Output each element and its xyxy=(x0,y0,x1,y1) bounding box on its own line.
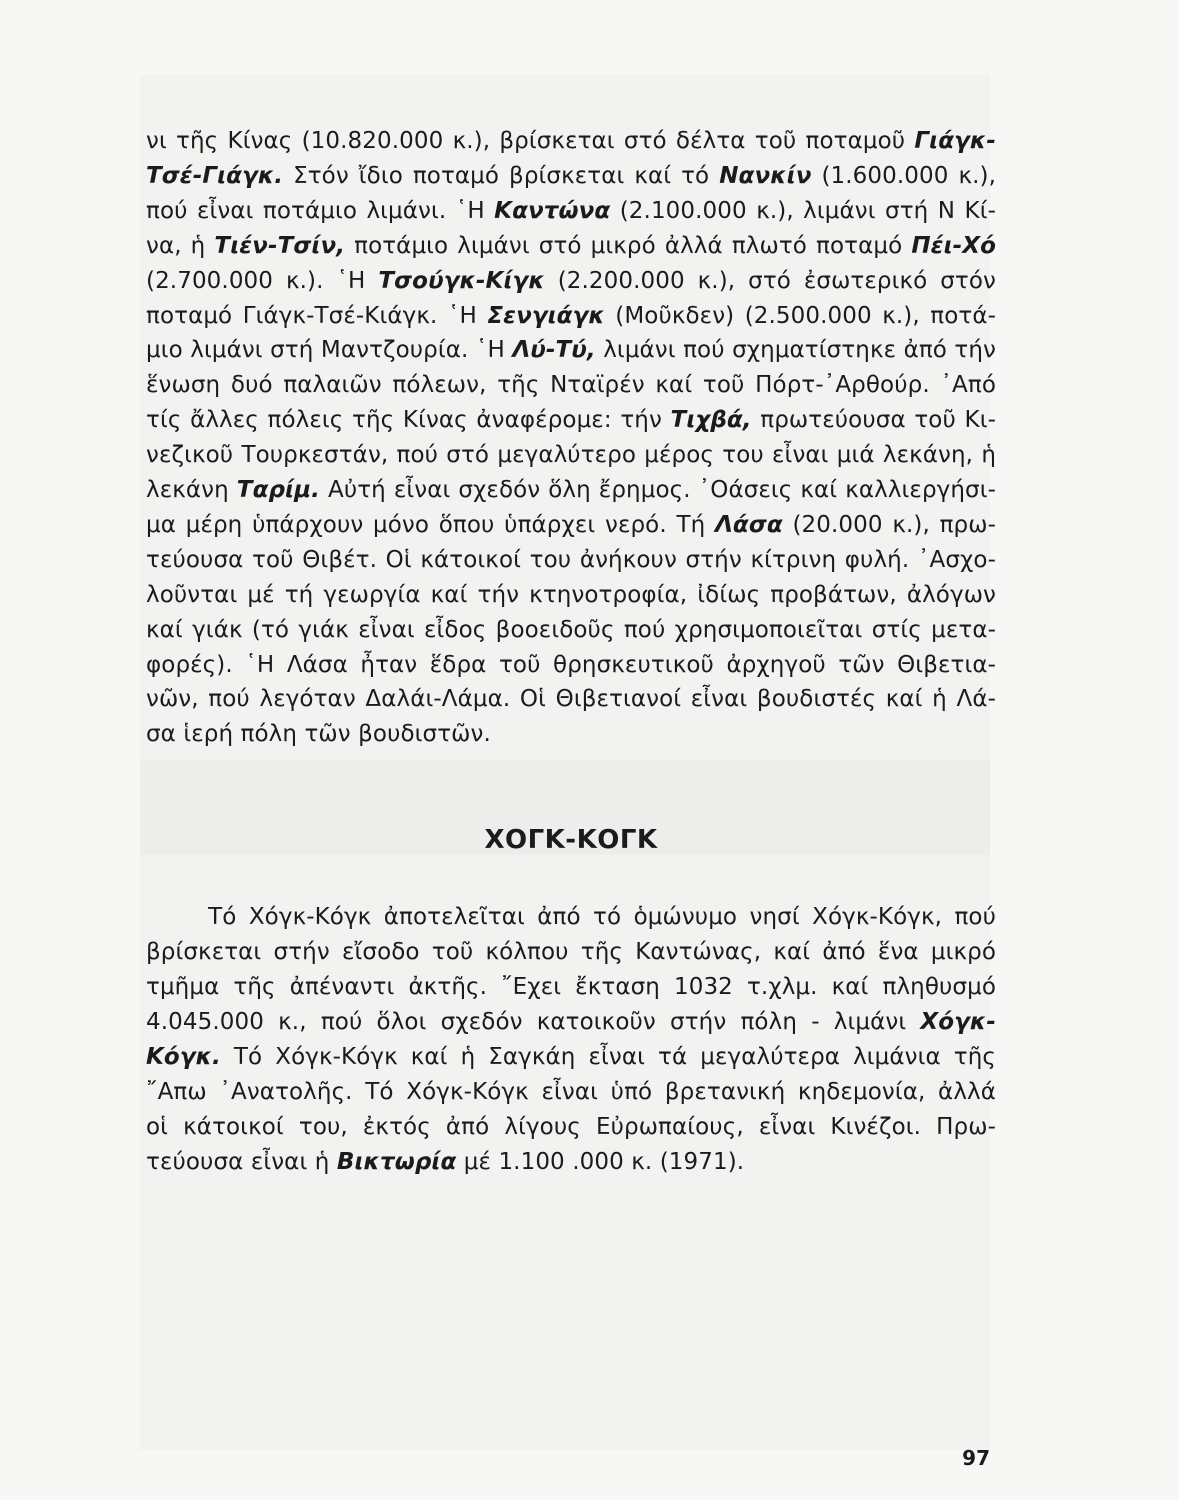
text-line xyxy=(146,650,996,681)
emphasized-place-name: Καντώνα xyxy=(494,197,611,224)
text-line xyxy=(146,510,996,541)
emphasized-place-name: Βικτωρία xyxy=(336,1149,457,1175)
emphasized-place-name: Γιάγκ- xyxy=(914,128,996,154)
text-line xyxy=(146,1147,996,1178)
text-line xyxy=(146,266,996,297)
text-line xyxy=(146,335,996,366)
text-run: μιο λιμάνι στή Μαντζουρία. ῾Η xyxy=(146,337,513,364)
emphasized-place-name: Τιχβά, xyxy=(670,407,752,434)
text-line xyxy=(146,440,996,471)
text-run: καί γιάκ (τό γιάκ εἶναι εἶδος βοοειδοῦς πού χρησιμοποιεῖται στίς μετα- xyxy=(146,616,996,643)
text-line xyxy=(146,1007,996,1038)
text-run: ποταμό Γιάγκ-Τσέ-Κιάγκ. ῾Η xyxy=(146,302,488,329)
text-line xyxy=(146,301,996,332)
text-run: σα ἱερή πόλη τῶν βουδιστῶν. xyxy=(146,721,491,748)
emphasized-place-name: Χόγκ- xyxy=(920,1009,996,1035)
emphasized-place-name: Τσούγκ-Κίγκ xyxy=(378,267,545,294)
text-run: 4.045.000 κ., πού ὅλοι σχεδόν κατοικοῦν στήν πόλη - λιμάνι xyxy=(146,1009,921,1035)
text-run: να, ἡ xyxy=(146,232,215,259)
text-line xyxy=(146,545,996,576)
text-line xyxy=(146,231,996,262)
text-line xyxy=(146,161,996,192)
text-run: μα μέρη ὑπάρχουν μόνο ὅπου ὑπάρχει νερό. Τή xyxy=(146,511,716,538)
text-run: τεύουσα τοῦ Θιβέτ. Οἱ κάτοικοί του ἀνήκουν στήν κίτρινη φυλή. ᾿Ασχο- xyxy=(146,546,996,573)
emphasized-place-name: Λύ-Τύ, xyxy=(512,337,596,364)
text-run: Αὐτή εἶναι σχεδόν ὅλη ἔρημος. ᾿Οάσεις καί καλλιεργήσι- xyxy=(319,477,996,503)
text-run: ποτάμιο λιμάνι στό μικρό ἀλλά πλωτό ποταμό xyxy=(345,232,912,259)
text-line xyxy=(146,972,996,1003)
emphasized-place-name: Λάσα xyxy=(715,511,783,538)
text-run: (1.600.000 κ.), xyxy=(811,162,996,189)
text-line xyxy=(146,580,996,611)
text-run: τίς ἄλλες πόλεις τῆς Κίνας ἀναφέρομε: τήν xyxy=(146,407,671,434)
text-run: μέ 1.100 .000 κ. (1971). xyxy=(456,1149,745,1175)
text-run: Στόν ἴδιο ποταμό βρίσκεται καί τό xyxy=(283,162,720,189)
emphasized-place-name: Ταρίμ. xyxy=(236,477,320,503)
section-heading: ΧΟΓΚ-ΚΟΓΚ xyxy=(484,825,658,855)
text-run: λιμάνι πού σχηματίστηκε ἀπό τήν xyxy=(595,337,996,364)
text-run: τμῆμα τῆς ἀπέναντι ἀκτῆς. ῎Εχει ἔκταση 1032 τ.χλμ. καί πληθυσμό xyxy=(146,974,996,1000)
text-run: πρωτεύουσα τοῦ Κι- xyxy=(751,407,996,434)
text-line xyxy=(146,615,996,646)
text-run: νι τῆς Κίνας (10.820.000 κ.), βρίσκεται στό δέλτα τοῦ ποταμοῦ xyxy=(146,128,915,154)
text-run: πού εἶναι ποτάμιο λιμάνι. ῾Η xyxy=(146,197,495,224)
text-line xyxy=(146,475,996,506)
text-run: (Μοῦκδεν) (2.500.000 κ.), ποτά- xyxy=(604,302,996,329)
text-run: νῶν, πού λεγόταν Δαλάι-Λάμα. Οἱ Θιβετιανοί εἶναι βουδιστές καί ἡ Λά- xyxy=(146,686,996,713)
text-run: βρίσκεται στήν εἴσοδο τοῦ κόλπου τῆς Καντώνας, καί ἀπό ἕνα μικρό xyxy=(146,939,996,965)
text-line xyxy=(146,405,996,436)
emphasized-place-name: Σενγιάγκ xyxy=(487,302,605,329)
text-line xyxy=(146,902,996,933)
text-run: Τό Χόγκ-Κόγκ καί ἡ Σαγκάη εἶναι τά μεγαλύτερα λιμάνια τῆς xyxy=(220,1044,996,1070)
text-line xyxy=(146,126,996,157)
text-line xyxy=(146,196,996,227)
text-line xyxy=(146,1112,996,1143)
emphasized-place-name: Νανκίν xyxy=(719,162,812,189)
emphasized-place-name: Κόγκ. xyxy=(146,1044,221,1070)
text-line xyxy=(146,684,996,715)
text-run: ῎Απω ᾿Ανατολῆς. Τό Χόγκ-Κόγκ εἶναι ὑπό βρετανική κηδεμονία, ἀλλά xyxy=(146,1079,996,1105)
text-line xyxy=(146,937,996,968)
text-run: νεζικοῦ Τουρκεστάν, πού στό μεγαλύτερο μέρος του εἶναι μιά λεκάνη, ἡ xyxy=(146,442,996,469)
text-run: φορές). ῾Η Λάσα ἦταν ἕδρα τοῦ θρησκευτικοῦ ἀρχηγοῦ τῶν Θιβετια- xyxy=(146,651,996,678)
emphasized-place-name: Τιέν-Τσίν, xyxy=(214,232,346,259)
text-run: ἕνωση δυό παλαιῶν πόλεων, τῆς Νταϊρέν καί τοῦ Πόρτ-᾿Αρθούρ. ᾿Από xyxy=(146,372,996,399)
text-line xyxy=(146,719,996,750)
text-run: Τό Χόγκ-Κόγκ ἀποτελεῖται ἀπό τό ὁμώνυμο νησί Χόγκ-Κόγκ, πού xyxy=(146,904,996,930)
text-run: (20.000 κ.), πρω- xyxy=(782,511,996,538)
text-run: λοῦνται μέ τή γεωργία καί τήν κτηνοτροφία, ἰδίως προβάτων, ἀλόγων xyxy=(146,581,996,608)
text-line xyxy=(146,1042,996,1073)
text-run: τεύουσα εἶναι ἡ xyxy=(146,1149,337,1175)
text-run: λεκάνη xyxy=(146,477,237,503)
text-run: (2.200.000 κ.), στό ἐσωτερικό στόν xyxy=(544,267,996,294)
emphasized-place-name: Πέι-Χό xyxy=(911,232,997,259)
text-line xyxy=(146,1077,996,1108)
text-run: (2.700.000 κ.). ῾Η xyxy=(146,267,379,294)
text-run: (2.100.000 κ.), λιμάνι στή Ν Κί- xyxy=(610,197,996,224)
text-run: οἱ κάτοικοί του, ἐκτός ἀπό λίγους Εὐρωπαίους, εἶναι Κινέζοι. Πρω- xyxy=(146,1114,996,1140)
page-number: 97 xyxy=(962,1446,990,1470)
emphasized-place-name: Τσέ-Γιάγκ. xyxy=(146,162,284,189)
text-line xyxy=(146,370,996,401)
